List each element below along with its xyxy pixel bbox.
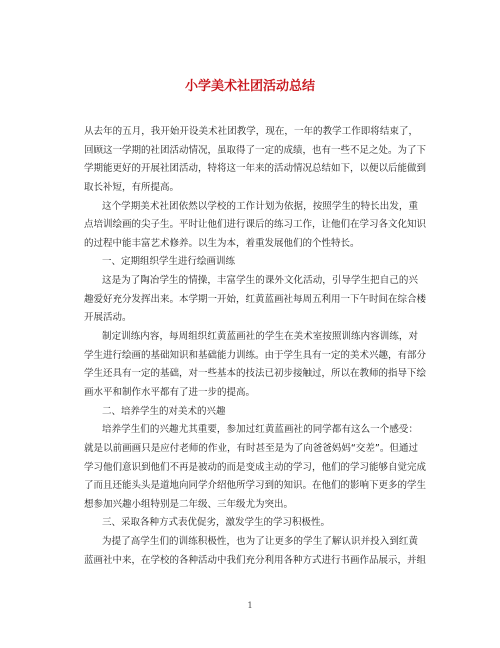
text-line: 学生还具有一定的基础，对一些基本的技法已初步接触过，所以在教师的指导下绘 [84,368,427,380]
text-line: 的过程中能丰富艺术修养。以生为本，着重发展他们的个性特长。 [84,237,360,249]
text-line: 画水平和制作水平都有了进一步的提高。 [84,386,256,398]
text-line: 制定训练内容，每周组织红黄蓝画社的学生在美术室按照训练内容训练，对 [102,331,418,343]
text-line: 学期能更好的开展社团活动，特将这一年来的活动情况总结如下，以便以后能做到 [84,163,427,175]
text-line: 这个学期美术社团依然以学校的工作计划为依据，按照学生的特长出发，重 [102,200,418,212]
text-line: 回顾这一学期的社团活动情况，虽取得了一定的成绩，也有一些不足之处。为了下 [84,144,427,156]
page-title: 小学美术社团活动总结 [184,79,315,94]
text-line: 开展活动。 [84,312,132,324]
page-number: 1 [247,601,253,610]
text-line: 学习他们意识到他们不再是被动的而是变成主动的学习，他们的学习能够自觉完成 [84,461,427,473]
section-heading: 三、采取各种方式表优促劣，激发学生的学习积极性。 [102,517,331,529]
text-line: 学生进行绘画的基础知识和基础能力训练。由于学生具有一定的美术兴趣，有部分 [84,349,427,361]
text-line: 为提了高学生们的训练积极性，也为了让更多的学生了解认识并投入到红黄 [102,536,418,548]
text-line: 趣爱好充分发挥出来。本学期一开始，红黄蓝画社每周五利用一下午时间在综合楼 [84,293,427,305]
text-line: 取长补短，有所提高。 [84,181,180,193]
text-line: 就是以前画画只是应付老师的作业，有时甚至是为了向爸爸妈妈“交差”。但通过 [84,442,418,454]
text-line: 从去年的五月，我开始开设美术社团教学，现在，一年的教学工作即将结束了， [84,126,418,137]
text-line: 点培训绘画的尖子生。平时让他们进行课后的练习工作，让他们在学习各文化知识 [84,219,427,231]
text-line: 了而且还能头头是道地向同学介绍他所学习到的知识。在他们的影响下更多的学生 [84,480,427,492]
text-line: 培养学生们的兴趣尤其重要，参加过红黄蓝画社的同学都有这么一个感受： [102,424,418,436]
section-heading: 一、定期组织学生进行绘画训练 [102,256,236,268]
text-line: 蓝画社中来，在学校的各种活动中我们充分利用各种方式进行书画作品展示，并组 [84,554,427,566]
section-heading: 二、培养学生的对美术的兴趣 [102,405,226,417]
text-line: 这是为了陶冶学生的情操，丰富学生的课外文化活动，引导学生把自己的兴 [102,275,418,287]
document-body [84,123,427,570]
text-line: 想参加兴趣小组特别是二年级、三年级尤为突出。 [84,498,294,510]
